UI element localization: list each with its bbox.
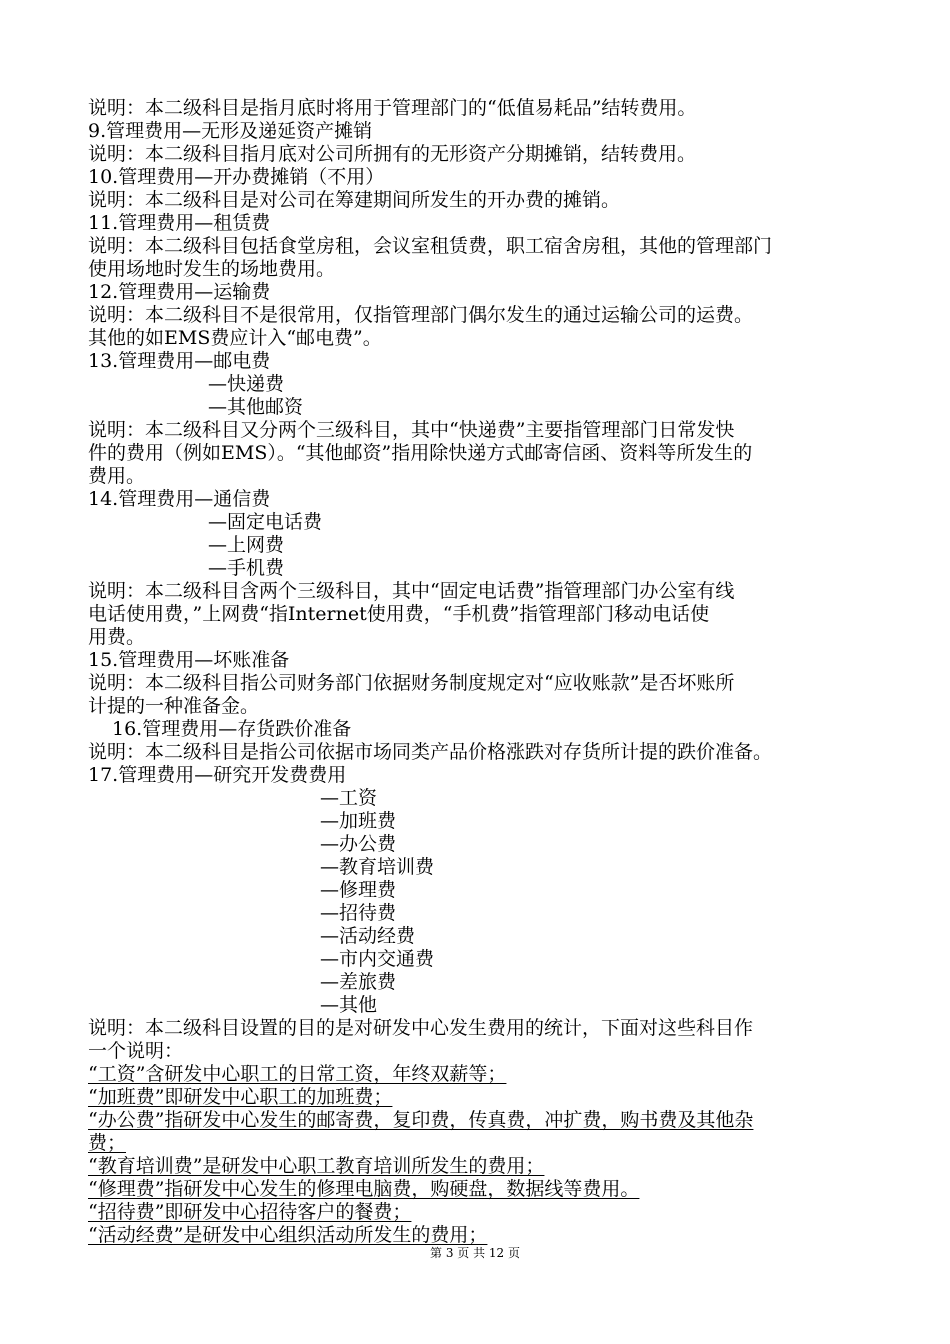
section-heading: 14.管理费用—通信费 (88, 488, 271, 510)
underlined-line: “活动经费”是研发中心组织活动所发生的费用； (88, 1224, 488, 1246)
text-line: 说明：本二级科目含两个三级科目，其中“固定电话费”指管理部门办公室有线 (88, 580, 735, 602)
text-line: 说明：本二级科目设置的目的是对研发中心发生费用的统计，下面对这些科目作 (88, 1017, 754, 1039)
section-heading: 12.管理费用—运输费 (88, 281, 271, 303)
sub-account-line: —修理费 (320, 879, 397, 901)
underlined-line: “招待费”即研发中心招待客户的餐费； (88, 1201, 412, 1223)
underlined-line: “加班费”即研发中心职工的加班费； (88, 1086, 393, 1108)
text-line: 使用场地时发生的场地费用。 (88, 258, 336, 280)
sub-account-line: —固定电话费 (208, 511, 323, 533)
underlined-line: 费； (88, 1132, 127, 1154)
text-line: 说明：本二级科目包括食堂房租，会议室租赁费，职工宿舍房租，其他的管理部门 (88, 235, 773, 257)
underlined-line: “工资”含研发中心职工的日常工资，年终双薪等； (88, 1063, 507, 1085)
sub-account-line: —快递费 (208, 373, 285, 395)
sub-account-line: —教育培训费 (320, 856, 435, 878)
sub-account-line: —市内交通费 (320, 948, 435, 970)
section-heading: 11.管理费用—租赁费 (88, 212, 271, 234)
text-line: 说明：本二级科目指公司财务部门依据财务制度规定对“应收账款”是否坏账所 (88, 672, 735, 694)
text-line: 一个说明： (88, 1040, 184, 1062)
underlined-line: “办公费”指研发中心发生的邮寄费，复印费，传真费，冲扩费，购书费及其他杂 (88, 1109, 754, 1131)
sub-account-line: —活动经费 (320, 925, 416, 947)
sub-account-line: —工资 (320, 787, 378, 809)
text-line: 说明：本二级科目不是很常用，仅指管理部门偶尔发生的通过运输公司的运费。 (88, 304, 754, 326)
text-line: 电话使用费，”上网费“指Internet使用费，“手机费”指管理部门移动电话使 (88, 603, 710, 625)
sub-account-line: —手机费 (208, 557, 285, 579)
sub-account-line: —加班费 (320, 810, 397, 832)
text-line: 其他的如EMS费应计入“邮电费”。 (88, 327, 382, 349)
sub-account-line: —差旅费 (320, 971, 397, 993)
document-body (88, 97, 873, 1247)
underlined-line: “教育培训费”是研发中心职工教育培训所发生的费用； (88, 1155, 545, 1177)
section-heading: 16.管理费用—存货跌价准备 (112, 718, 352, 740)
text-line: 说明：本二级科目是指公司依据市场同类产品价格涨跌对存货所计提的跌价准备。 (88, 741, 773, 763)
text-line: 说明：本二级科目指月底对公司所拥有的无形资产分期摊销，结转费用。 (88, 143, 697, 165)
section-heading: 13.管理费用—邮电费 (88, 350, 271, 372)
text-line: 说明：本二级科目是对公司在筹建期间所发生的开办费的摊销。 (88, 189, 621, 211)
underlined-line: “修理费”指研发中心发生的修理电脑费，购硬盘，数据线等费用。 (88, 1178, 640, 1200)
section-heading: 9.管理费用—无形及递延资产摊销 (88, 120, 373, 142)
page-footer: 第 3 页 共 12 页 (430, 1246, 520, 1260)
text-line: 说明：本二级科目又分两个三级科目，其中“快递费”主要指管理部门日常发快 (88, 419, 735, 441)
section-heading: 15.管理费用—坏账准备 (88, 649, 290, 671)
text-line: 费用。 (88, 465, 146, 487)
sub-account-line: —其他邮资 (208, 396, 304, 418)
text-line: 用费。 (88, 626, 146, 648)
sub-account-line: —办公费 (320, 833, 397, 855)
sub-account-line: —招待费 (320, 902, 397, 924)
text-line: 件的费用（例如EMS）。“其他邮资”指用除快递方式邮寄信函、资料等所发生的 (88, 442, 753, 464)
sub-account-line: —其他 (320, 994, 378, 1016)
sub-account-line: —上网费 (208, 534, 285, 556)
text-line: 计提的一种准备金。 (88, 695, 260, 717)
section-heading: 10.管理费用—开办费摊销（不用） (88, 166, 385, 188)
section-heading: 17.管理费用—研究开发费费用 (88, 764, 347, 786)
text-line: 说明：本二级科目是指月底时将用于管理部门的“低值易耗品”结转费用。 (88, 97, 697, 119)
